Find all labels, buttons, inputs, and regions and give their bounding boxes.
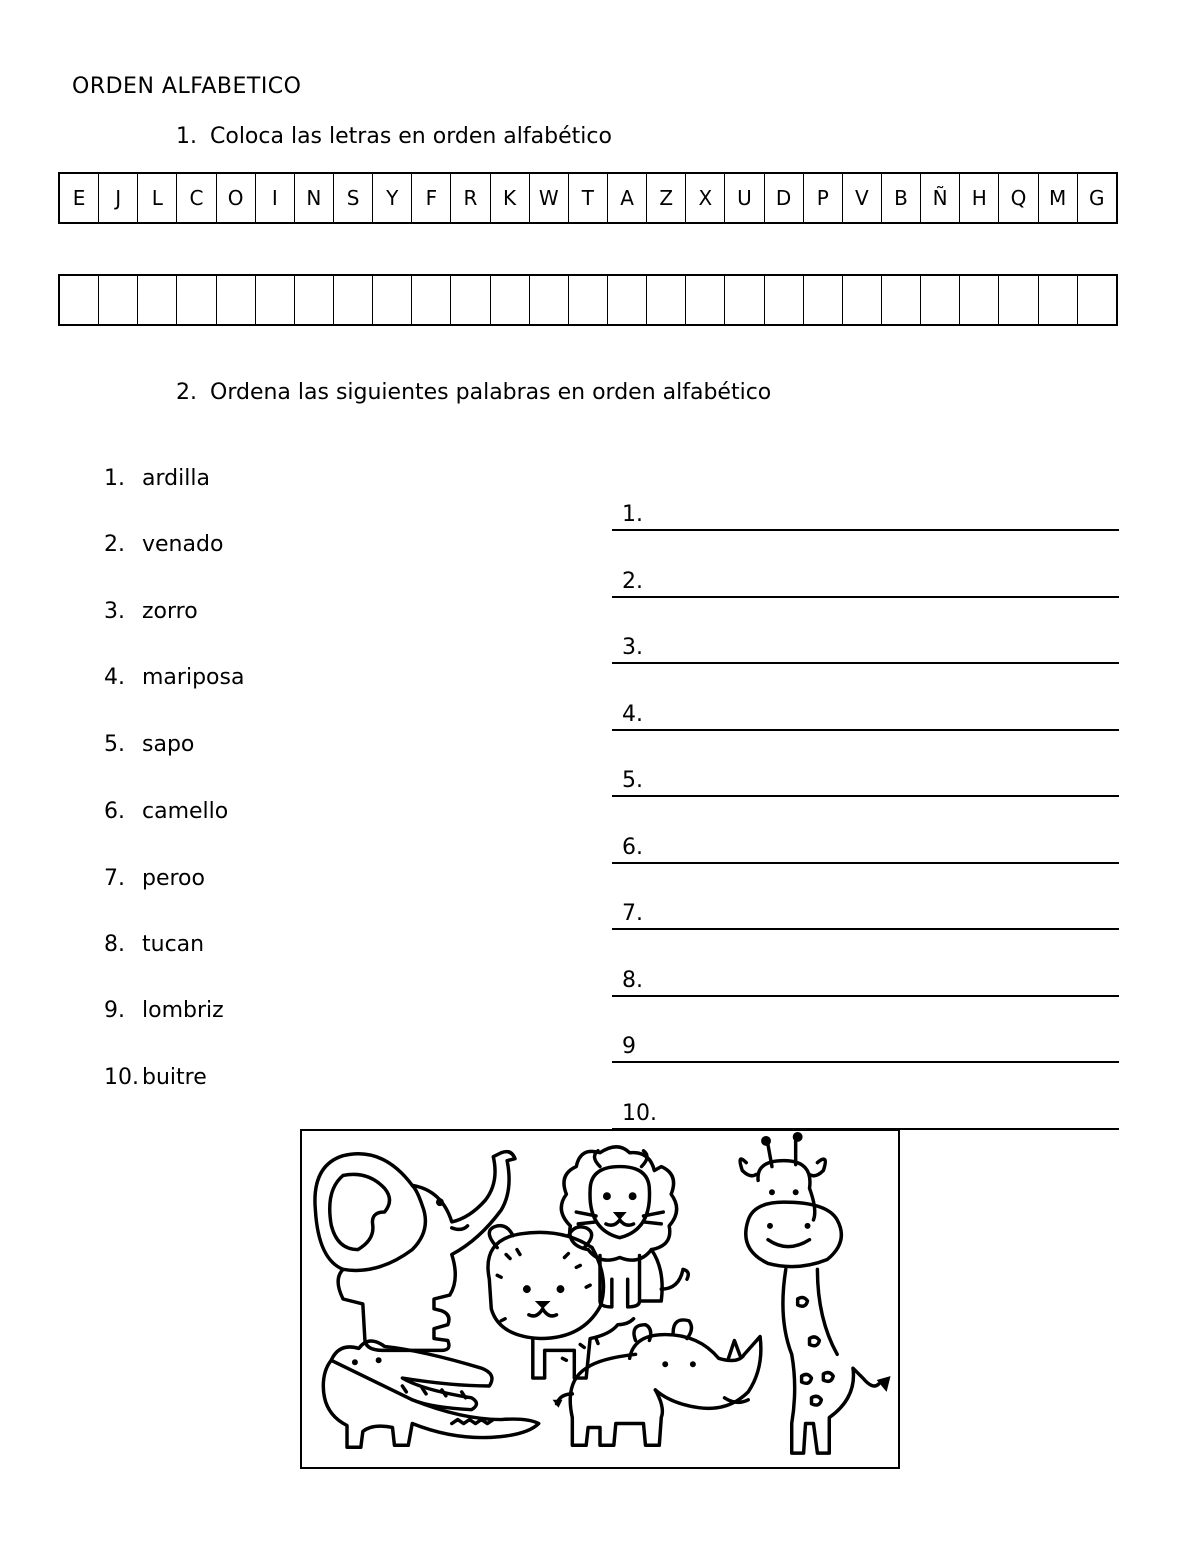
answer-letter-cell[interactable]: [686, 276, 725, 324]
answer-letter-cell[interactable]: [451, 276, 490, 324]
letter-cell: M: [1039, 174, 1078, 222]
answer-letter-cell[interactable]: [765, 276, 804, 324]
letter-cell: E: [60, 174, 99, 222]
word-list-item: [104, 532, 223, 557]
answer-label: 8.: [622, 968, 643, 993]
answer-label: 4.: [622, 702, 643, 727]
answer-letter-cell[interactable]: [99, 276, 138, 324]
answer-letter-cell[interactable]: [608, 276, 647, 324]
answer-letter-cell[interactable]: [334, 276, 373, 324]
word-list-item: [104, 866, 205, 891]
letter-cell: C: [177, 174, 216, 222]
word-text: venado: [142, 532, 224, 557]
answer-letter-cell[interactable]: [569, 276, 608, 324]
word-list-item: [104, 665, 244, 690]
answer-line[interactable]: [612, 689, 1119, 731]
letter-cell: A: [608, 174, 647, 222]
word-number: 1.: [104, 466, 125, 491]
letter-cell: Q: [999, 174, 1038, 222]
answer-letter-cell[interactable]: [530, 276, 569, 324]
crocodile-icon: [323, 1341, 538, 1447]
word-text: camello: [142, 799, 229, 824]
word-number: 9.: [104, 998, 125, 1023]
letter-cell: S: [334, 174, 373, 222]
instruction-2-number: 2.: [176, 380, 197, 405]
answer-line[interactable]: [612, 1021, 1119, 1063]
letter-cell: G: [1088, 186, 1105, 210]
answer-line[interactable]: [612, 955, 1119, 997]
letter-cell: L: [138, 174, 177, 222]
answer-letter-cell[interactable]: [412, 276, 451, 324]
answer-line[interactable]: [612, 622, 1119, 664]
letter-cell: N: [295, 174, 334, 222]
answer-letter-cell[interactable]: [256, 276, 295, 324]
word-list-item: [104, 1065, 207, 1090]
answer-letter-cell[interactable]: [177, 276, 216, 324]
answer-letter-cell[interactable]: [138, 276, 177, 324]
word-text: peroo: [142, 866, 205, 891]
word-text: ardilla: [142, 466, 210, 491]
letter-cell: R: [451, 174, 490, 222]
answer-letter-cell[interactable]: [804, 276, 843, 324]
answer-label: 5.: [622, 768, 643, 793]
instruction-1-number: 1.: [176, 124, 197, 149]
word-text: lombriz: [142, 998, 224, 1023]
answer-letter-cell[interactable]: [373, 276, 412, 324]
word-number: 3.: [104, 599, 125, 624]
letter-cell: J: [99, 174, 138, 222]
page-title: ORDEN ALFABETICO: [72, 74, 302, 99]
word-text: tucan: [142, 932, 205, 957]
answer-letter-cell[interactable]: [843, 276, 882, 324]
letter-cell: U: [725, 174, 764, 222]
animals-illustration: [300, 1129, 900, 1469]
word-list-item: [104, 599, 198, 624]
answer-label: 7.: [622, 901, 643, 926]
letter-cell: W: [530, 174, 569, 222]
instruction-2-text: Ordena las siguientes palabras en orden alfabético: [210, 380, 772, 405]
animals-drawing: [302, 1131, 898, 1467]
word-list-item: [104, 932, 204, 957]
answer-letter-cell[interactable]: [1039, 276, 1078, 324]
word-number: 2.: [104, 532, 125, 557]
answer-letter-cell[interactable]: [60, 276, 99, 324]
answer-label: 3.: [622, 635, 643, 660]
word-number: 5.: [104, 732, 125, 757]
answer-label: 10.: [622, 1101, 657, 1126]
word-list-item: [104, 466, 210, 491]
answer-line[interactable]: [612, 489, 1119, 531]
word-number: 6.: [104, 799, 125, 824]
answer-letter-cell[interactable]: [960, 276, 999, 324]
word-number: 7.: [104, 866, 125, 891]
instruction-2: [176, 380, 771, 405]
answer-label: 2.: [622, 569, 643, 594]
answer-label: 9: [622, 1034, 636, 1059]
letter-cell: D: [765, 174, 804, 222]
letter-cell: K: [491, 174, 530, 222]
answer-line[interactable]: [612, 822, 1119, 864]
answer-line[interactable]: [612, 888, 1119, 930]
answer-letter-cell[interactable]: [1078, 276, 1116, 324]
answer-line[interactable]: [612, 556, 1119, 598]
letters-grid: [58, 172, 1118, 224]
word-list-item: [104, 732, 194, 757]
letter-cell: Y: [373, 174, 412, 222]
letter-cell: O: [217, 174, 256, 222]
letter-cell: V: [843, 174, 882, 222]
answer-letter-cell[interactable]: [882, 276, 921, 324]
answer-letter-cell[interactable]: [921, 276, 960, 324]
answer-letters-grid: [58, 274, 1118, 326]
answer-line[interactable]: [612, 1088, 1119, 1130]
letter-cell: X: [686, 174, 725, 222]
answer-label: 6.: [622, 835, 643, 860]
letter-cell: Ñ: [921, 174, 960, 222]
answer-line[interactable]: [612, 755, 1119, 797]
word-list-item: [104, 998, 224, 1023]
answer-letter-cell[interactable]: [217, 276, 256, 324]
word-list-item: [104, 799, 228, 824]
word-text: sapo: [142, 732, 195, 757]
answer-letter-cell[interactable]: [725, 276, 764, 324]
answer-letter-cell[interactable]: [295, 276, 334, 324]
letter-cell: B: [882, 174, 921, 222]
rhino-icon: [553, 1320, 761, 1445]
word-number: 10.: [104, 1065, 139, 1090]
answer-letter-cell[interactable]: [647, 276, 686, 324]
elephant-icon: [315, 1152, 515, 1351]
word-number: 4.: [104, 665, 125, 690]
answer-label: 1.: [622, 502, 643, 527]
answer-letter-cell[interactable]: [999, 276, 1038, 324]
letter-cell: P: [804, 174, 843, 222]
word-text: mariposa: [142, 665, 245, 690]
word-number: 8.: [104, 932, 125, 957]
answer-letter-cell[interactable]: [491, 276, 530, 324]
word-text: zorro: [142, 599, 198, 624]
letter-cell: T: [569, 174, 608, 222]
letter-cell: H: [960, 174, 999, 222]
letter-cell: Z: [647, 174, 686, 222]
word-text: buitre: [142, 1065, 207, 1090]
instruction-1: [176, 124, 612, 149]
letter-cell: F: [412, 174, 451, 222]
giraffe-icon: [740, 1132, 890, 1453]
letter-cell: I: [256, 174, 295, 222]
instruction-1-text: Coloca las letras en orden alfabético: [210, 124, 612, 149]
